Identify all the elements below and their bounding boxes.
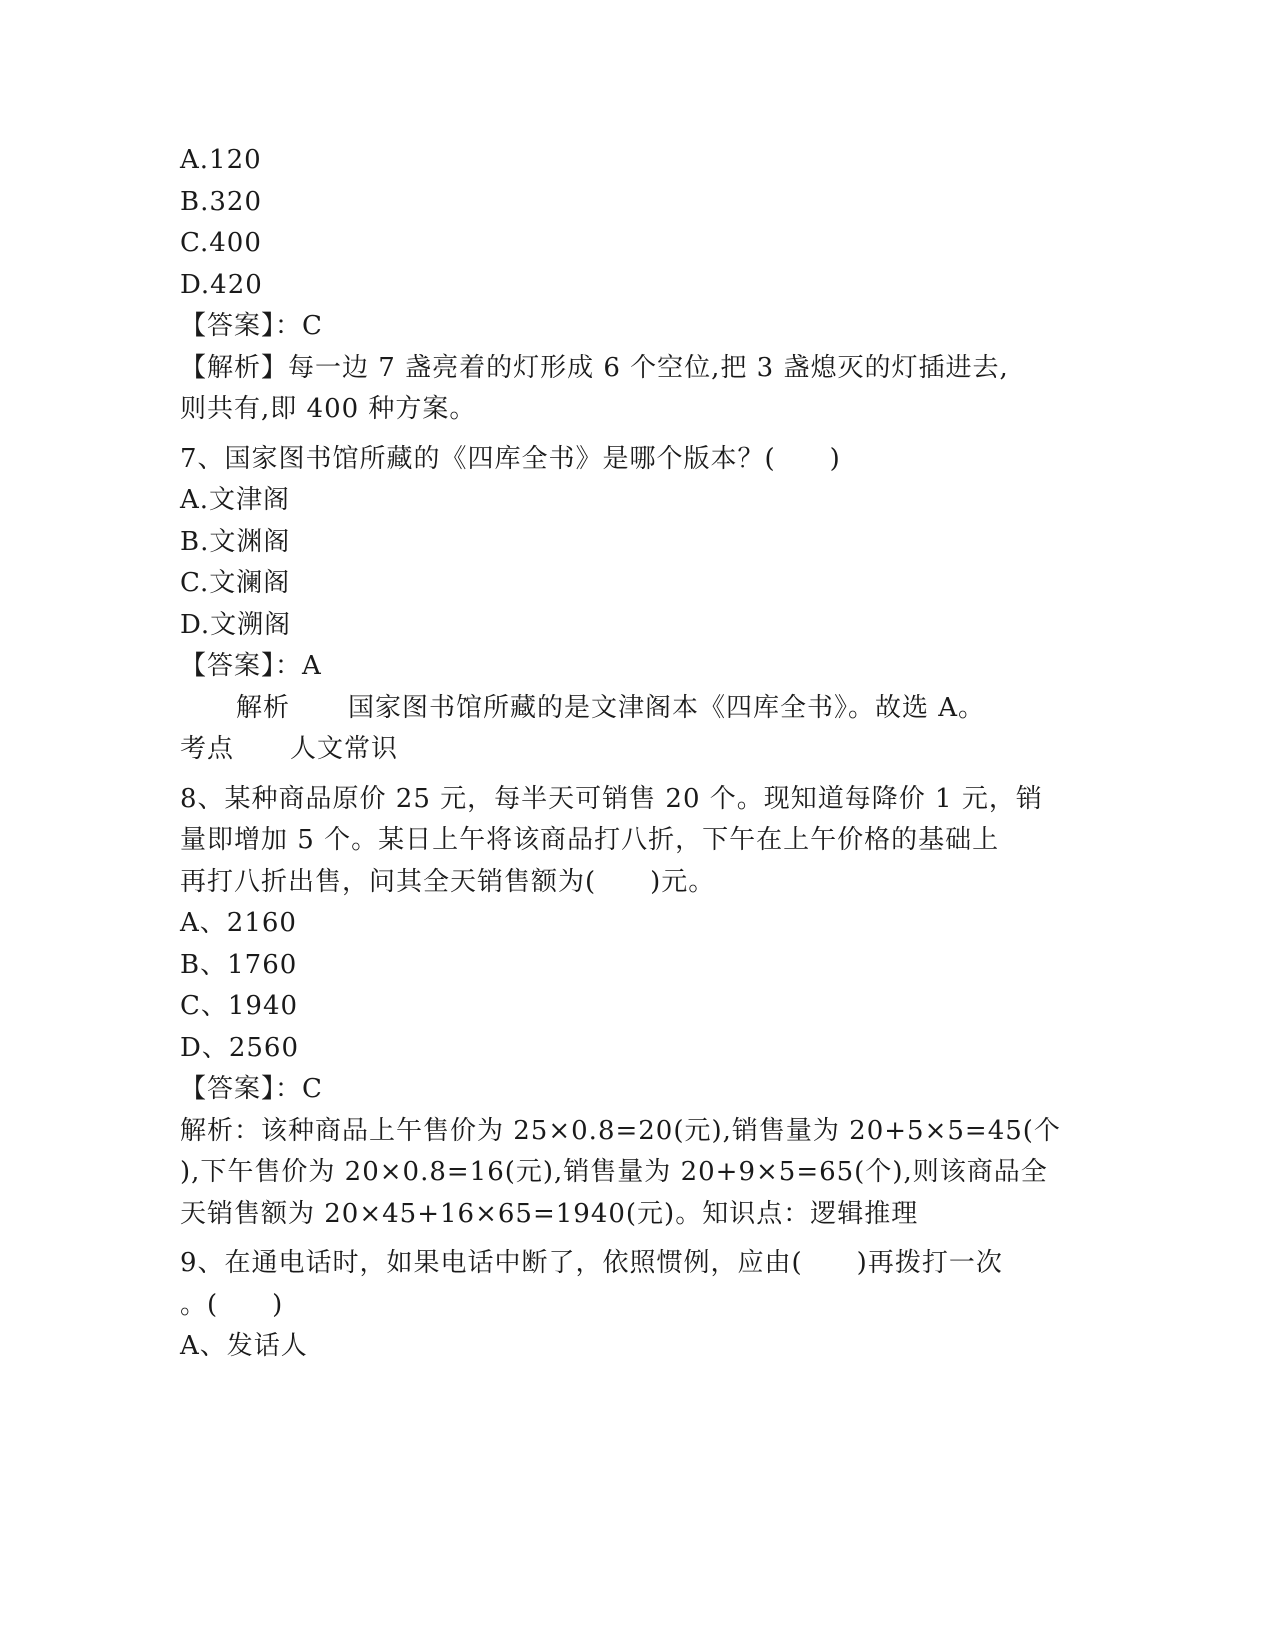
- analysis-text: 国家图书馆所藏的是文津阁本《四库全书》。故选 A。: [348, 692, 986, 723]
- option-c: C.400: [180, 228, 262, 258]
- question-text: 。( ): [180, 1289, 284, 1320]
- question-text: 量即增加 5 个。某日上午将该商品打八折，下午在上午价格的基础上: [180, 825, 1000, 855]
- option-a: A、2160: [180, 908, 297, 938]
- answer-line: 【答案】：C: [180, 311, 323, 341]
- option-b: B.320: [180, 186, 262, 217]
- question-text: 再打八折出售，问其全天销售额为( )元。: [180, 866, 716, 897]
- option-d: D.420: [180, 269, 263, 300]
- question-text: 8、某种商品原价 25 元，每半天可销售 20 个。现知道每降价 1 元，销: [180, 783, 1043, 814]
- question-8-block: [180, 779, 1061, 1236]
- option-a: A.120: [180, 145, 262, 175]
- option-d: D、2560: [180, 1032, 300, 1063]
- knowledge-point-text: 人文常识: [290, 734, 399, 764]
- question-9-block: [180, 1243, 1050, 1368]
- question-7-block: [180, 439, 1050, 771]
- analysis-line: 则共有,即 400 种方案。: [180, 394, 477, 424]
- answer-line: 【答案】：A: [180, 651, 322, 681]
- knowledge-point-line: [180, 729, 1050, 771]
- exam-content: [180, 140, 1061, 1368]
- option-a: A、发话人: [180, 1331, 308, 1361]
- question-text: 9、在通电话时，如果电话中断了，依照惯例，应由( )再拨打一次: [180, 1248, 1003, 1278]
- analysis-line: 解析：该种商品上午售价为 25×0.8=20(元),销售量为 20+5×5=45(个: [180, 1115, 1061, 1146]
- analysis-line: [180, 688, 1050, 730]
- analysis-line: ),下午售价为 20×0.8=16(元),销售量为 20+9×5=65(个),则该商品全: [180, 1157, 1048, 1187]
- analysis-line: 【解析】每一边 7 盏亮着的灯形成 6 个空位,把 3 盏熄灭的灯插进去,: [180, 352, 1009, 383]
- knowledge-point-label: 考点: [180, 734, 235, 764]
- option-b: B、1760: [180, 949, 298, 980]
- option-c: C、1940: [180, 991, 299, 1021]
- question-6-block: [180, 140, 1050, 431]
- option-b: B.文渊阁: [180, 526, 291, 557]
- analysis-line: 天销售额为 20×45+16×65=1940(元)。知识点：逻辑推理: [180, 1198, 919, 1229]
- option-d: D.文溯阁: [180, 609, 292, 640]
- question-text: 7、国家图书馆所藏的《四库全书》是哪个版本？( ): [180, 443, 841, 474]
- analysis-label: 解析: [236, 692, 291, 723]
- option-a: A.文津阁: [180, 485, 291, 515]
- answer-line: 【答案】：C: [180, 1074, 323, 1104]
- option-c: C.文澜阁: [180, 568, 291, 598]
